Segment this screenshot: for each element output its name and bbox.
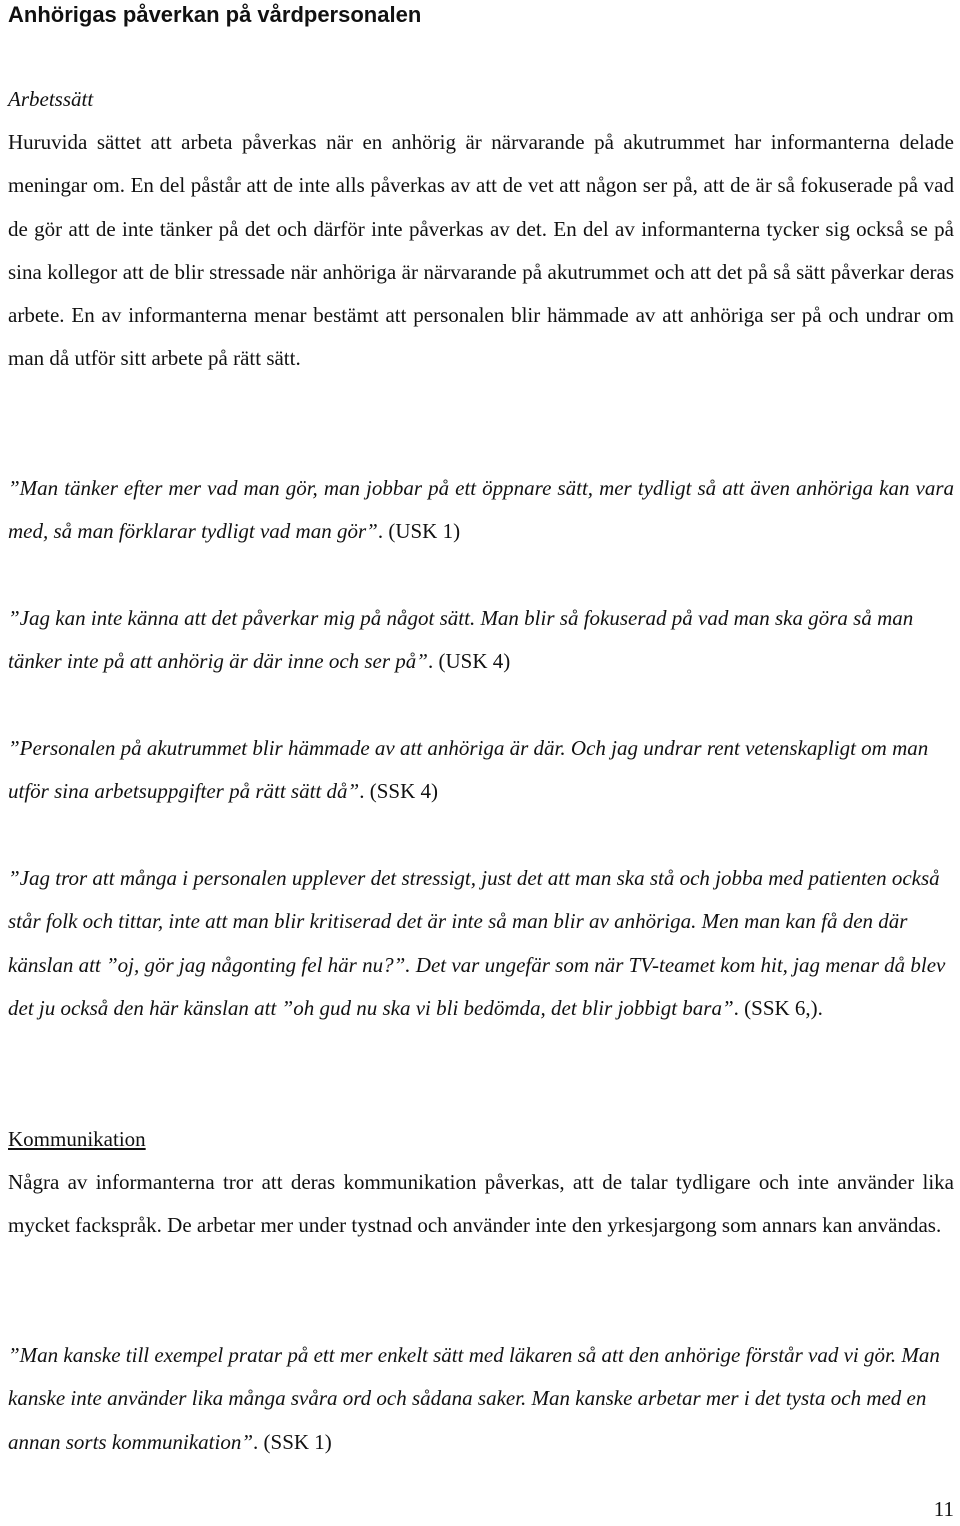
quote-text: ”Man kanske till exempel pratar på ett mer enkelt sätt med läkaren så att den anhörige förstår vad vi gör. Man kanske inte använder lika många svåra ord och sådana saker. Man kanske arbetar mer i det tysta och med en annan sorts kommunikation” bbox=[8, 1343, 940, 1454]
body-paragraph-arbetssatt: Huruvida sättet att arbeta påverkas när en anhörig är närvarande på akutrummet har informanterna delade meningar om. En del påstår att de inte alls påverkas av att de vet att någon ser på, att de är så fokuserade på vad de gör att de inte tänker på det och därför inte påverkas av det. En del av informanterna tycker sig också se på sina kollegor att de blir stressade när anhöriga är närvarande på akutrummet och att det på så sätt påverkar deras arbete. En av informanterna menar bestämt att personalen blir hämmade av att anhöriga ser på och undrar om man då utför sitt arbete på rätt sätt. bbox=[8, 130, 954, 371]
body-paragraph-kommunikation: Några av informanterna tror att deras kommunikation påverkas, att de talar tydligare och inte använder lika mycket fackspråk. De arbetar mer under tystnad och använder inte den yrkesjargong som annars kan användas. bbox=[8, 1170, 954, 1238]
quote-text: ”Jag tror att många i personalen upplever det stressigt, just det att man ska stå och jobba med patienten också står folk och tittar, inte att man blir kritiserad det är inte så man blir av anhöriga. Men man kan få den där känslan att ”oj, gör jag någonting fel här nu?”. Det var ungefär som när TV-teamet kom hit, jag menar då blev det ju också den här känslan att ”oh gud nu ska vi bli bedömda, det blir jobbigt bara” bbox=[8, 866, 946, 1020]
quote-text: ”Man tänker efter mer vad man gör, man jobbar på ett öppnare sätt, mer tydligt så att även anhöriga kan vara med, så man förklarar tydligt vad man gör” bbox=[8, 476, 954, 544]
quote-text: ”Jag kan inte känna att det påverkar mig på något sätt. Man blir så fokuserad på vad man ska göra så man tänker inte på att anhörig är där inne och ser på” bbox=[8, 606, 914, 674]
section-title-arbetssatt: Arbetssätt bbox=[8, 87, 94, 111]
quote-ssk4 bbox=[8, 727, 954, 814]
quote-source: . (SSK 4) bbox=[359, 779, 438, 804]
quote-usk4 bbox=[8, 597, 954, 684]
page-heading: Anhörigas påverkan på vårdpersonalen bbox=[8, 2, 422, 27]
quote-ssk6 bbox=[8, 857, 954, 1030]
quote-usk1 bbox=[8, 467, 954, 554]
quote-source: . (SSK 6,). bbox=[733, 995, 823, 1020]
quote-source: . (SSK 1) bbox=[253, 1429, 332, 1454]
quote-text: ”Personalen på akutrummet blir hämmade av att anhöriga är där. Och jag undrar rent vetenskapligt om man utför sina arbetsuppgifter på rätt sätt då” bbox=[8, 736, 929, 804]
section-title-kommunikation: Kommunikation bbox=[8, 1127, 146, 1151]
quote-ssk1 bbox=[8, 1334, 954, 1464]
quote-source: . (USK 4) bbox=[427, 649, 511, 674]
quote-source: . (USK 1) bbox=[377, 519, 461, 544]
page-number: 11 bbox=[933, 1497, 954, 1521]
